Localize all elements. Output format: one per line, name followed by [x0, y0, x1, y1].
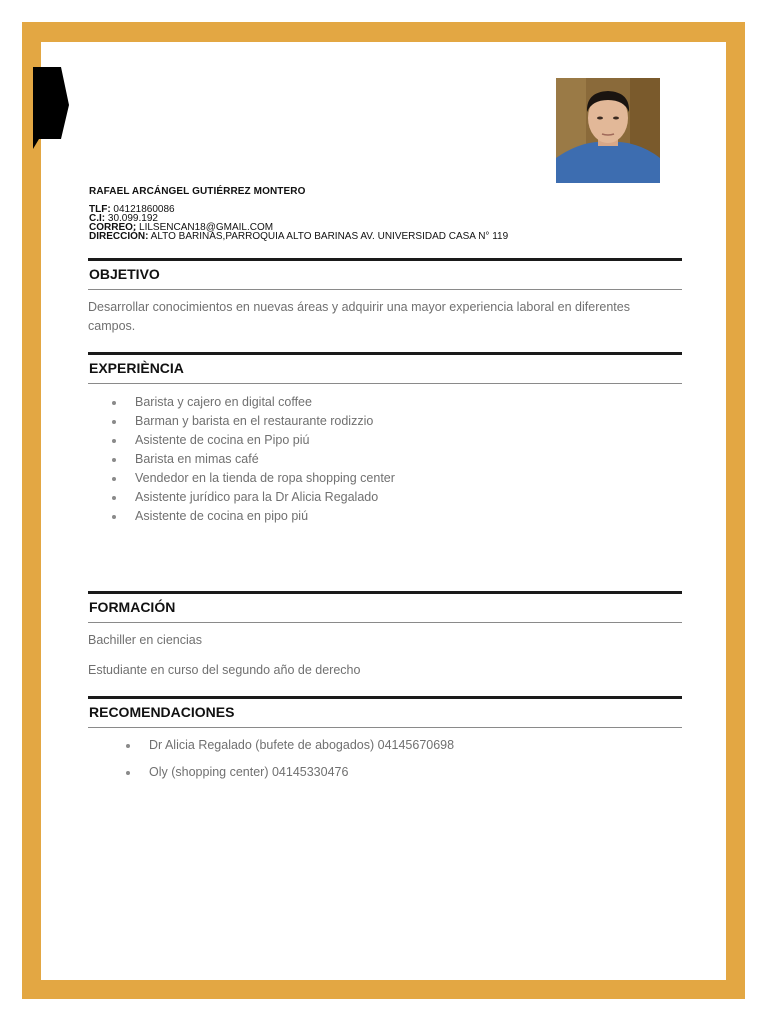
list-item — [149, 736, 454, 763]
list-item-text: Barman y barista en el restaurante rodizzio — [135, 414, 374, 428]
contact-info — [89, 205, 508, 241]
candidate-name: RAFAEL ARCÁNGEL GUTIÉRREZ MONTERO — [89, 186, 306, 197]
contact-value: 30.099.192 — [105, 213, 158, 224]
list-item-text: Oly (shopping center) 04145330476 — [149, 765, 349, 779]
section-header-experiencia — [88, 352, 682, 384]
list-item-text: Asistente de cocina en pipo piú — [135, 509, 309, 523]
bullet-icon — [112, 458, 116, 462]
contact-label: CORREO: — [89, 222, 137, 233]
section-title: EXPERIÈNCIA — [89, 360, 184, 376]
list-item — [135, 431, 395, 450]
decorative-tab-shape — [33, 67, 69, 149]
bullet-icon — [112, 496, 116, 500]
bullet-icon — [112, 439, 116, 443]
contact-value: 04121860086 — [110, 204, 175, 215]
section-header-objetivo — [88, 258, 682, 290]
contact-label: TLF: — [89, 204, 111, 215]
recommendations-list — [149, 736, 454, 790]
list-item — [135, 412, 395, 431]
list-item-text: Asistente de cocina en Pipo piú — [135, 433, 310, 447]
section-title: RECOMENDACIONES — [89, 704, 235, 720]
bullet-icon — [112, 515, 116, 519]
list-item-text: Dr Alicia Regalado (bufete de abogados) 04145670698 — [149, 738, 455, 752]
list-item-text: Barista y cajero en digital coffee — [135, 395, 312, 409]
list-item — [135, 507, 395, 526]
paragraph-line: campos. — [88, 319, 136, 333]
formacion-line-2: Estudiante en curso del segundo año de derecho — [88, 663, 361, 677]
experience-list — [135, 393, 395, 526]
list-item-text: Asistente jurídico para la Dr Alicia Regalado — [135, 490, 379, 504]
contact-address — [89, 232, 508, 241]
bullet-icon — [112, 401, 116, 405]
formacion-line-1: Bachiller en ciencias — [88, 633, 202, 647]
section-title: FORMACIÓN — [89, 599, 176, 615]
contact-value: LILSENCAN18@GMAIL.COM — [136, 222, 274, 233]
section-header-recomendaciones — [88, 696, 682, 728]
contact-label: DIRECCIÓN: — [89, 231, 149, 242]
profile-photo — [556, 78, 660, 183]
contact-value: ALTO BARINAS,PARROQUIA ALTO BARINAS AV. UNIVERSIDAD CASA N° 119 — [148, 231, 509, 242]
section-title: OBJETIVO — [89, 266, 160, 282]
list-item-text: Barista en mimas café — [135, 452, 259, 466]
contact-label: C.I: — [89, 213, 106, 224]
list-item-text: Vendedor en la tienda de ropa shopping center — [135, 471, 395, 485]
list-item — [135, 450, 395, 469]
bullet-icon — [112, 477, 116, 481]
objetivo-text — [88, 298, 668, 336]
list-item — [135, 469, 395, 488]
section-header-formacion — [88, 591, 682, 623]
bullet-icon — [126, 744, 130, 748]
paragraph-line: Desarrollar conocimientos en nuevas áreas y adquirir una mayor experiencia laboral en diferentes — [88, 300, 630, 314]
bullet-icon — [126, 771, 130, 775]
list-item — [135, 488, 395, 507]
list-item — [149, 763, 454, 790]
bullet-icon — [112, 420, 116, 424]
list-item — [135, 393, 395, 412]
